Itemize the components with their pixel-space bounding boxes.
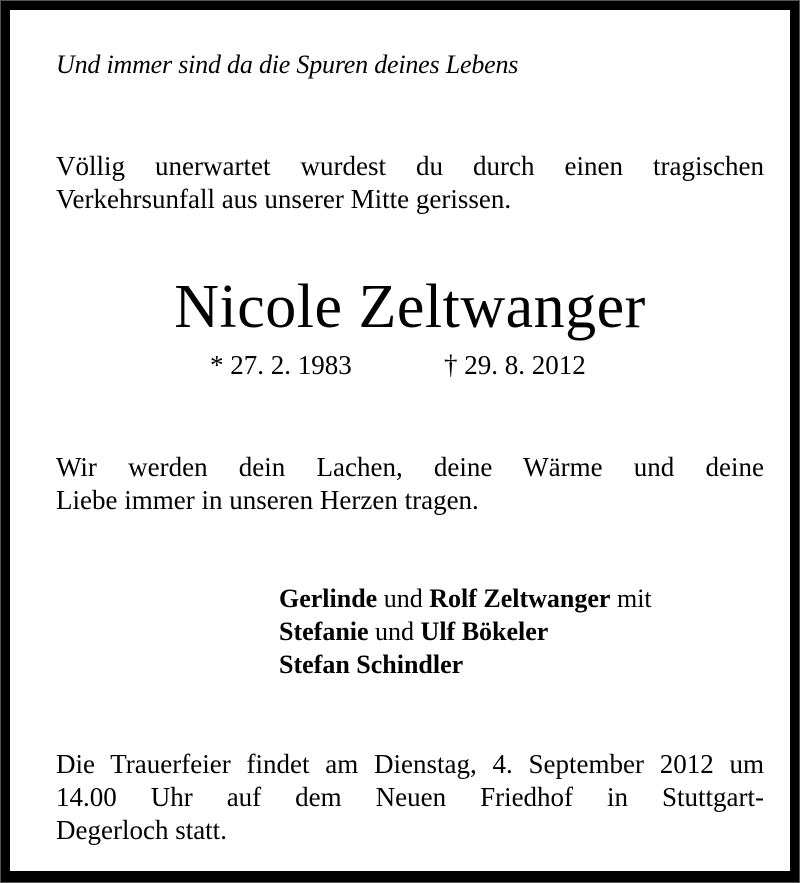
closing-paragraph [56, 451, 764, 517]
mourner-name: Gerlinde [279, 584, 378, 613]
mourner-name: Stefanie [279, 617, 369, 646]
service-line: Die Trauerfeier findet am Dienstag, 4. September 2012 um [56, 749, 764, 779]
motto-heading: Und immer sind da die Spuren deines Lebens [56, 50, 519, 79]
birth-date: * 27. 2. 1983 [210, 350, 352, 380]
death-date: † 29. 8. 2012 [444, 350, 586, 380]
mourner-joiner: und [377, 584, 430, 613]
deceased-name: Nicole Zeltwanger [174, 273, 646, 341]
closing-line: Wir werden dein Lachen, deine Wärme und deine [56, 452, 764, 482]
service-line: 14.00 Uhr auf dem Neuen Friedhof in Stuttgart- [56, 782, 764, 812]
service-paragraph [56, 748, 764, 847]
intro-line: Völlig unerwartet wurdest du durch einen tragischen [56, 151, 764, 181]
intro-paragraph [56, 150, 764, 216]
mourner-row [279, 615, 652, 648]
mourner-name: Rolf Zeltwanger [429, 584, 611, 613]
mourner-name: Ulf Bökeler [420, 617, 549, 646]
mourner-joiner: und [368, 617, 421, 646]
service-line: Degerloch statt. [56, 815, 227, 845]
mourner-suffix: mit [610, 584, 652, 613]
mourner-name: Stefan Schindler [279, 650, 464, 679]
closing-line: Liebe immer in unseren Herzen tragen. [56, 485, 479, 515]
intro-line: Verkehrsunfall aus unserer Mitte gerissen. [56, 184, 512, 214]
mourner-row [279, 648, 652, 681]
mourners-signature [279, 582, 652, 681]
mourner-row [279, 582, 652, 615]
